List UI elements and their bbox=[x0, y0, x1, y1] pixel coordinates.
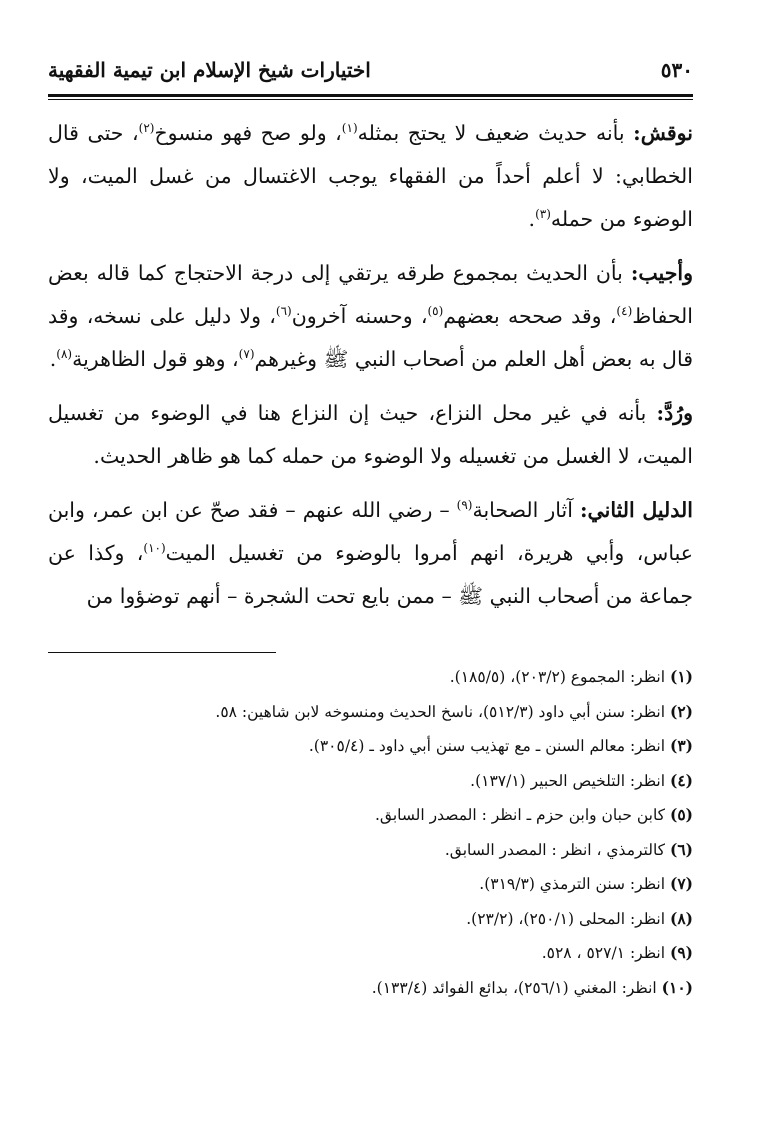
footnote-number: (٦) bbox=[669, 839, 693, 859]
text-run: بأنه حديث ضعيف لا يحتج بمثله bbox=[357, 121, 634, 145]
text-run: ، حتى قال الخطابي: لا أعلم أحداً من الفقهاء يوجب الاغتسال من غسل الميت، ولا الوضوء من حمله bbox=[48, 121, 693, 231]
page-header bbox=[48, 58, 693, 88]
footnote-marker: (٣) bbox=[535, 207, 551, 222]
paragraph-lead: ورُدَّ: bbox=[656, 401, 693, 425]
footnote-marker: (٥) bbox=[427, 304, 444, 319]
footnote-text: كابن حبان وابن حزم ـ انظر : المصدر السابق. bbox=[374, 806, 670, 824]
page-number: ٥٣٠ bbox=[660, 58, 693, 82]
footnote-marker: (١٠) bbox=[143, 541, 166, 556]
paragraph bbox=[48, 112, 693, 241]
footnote-marker: (١) bbox=[341, 121, 358, 136]
footnote-text: انظر: المجموع (٢٠٣/٢)، (١٨٥/٥). bbox=[449, 668, 670, 686]
footnote-number: (٣) bbox=[669, 736, 693, 755]
footnote bbox=[48, 867, 693, 902]
paragraph bbox=[48, 252, 693, 381]
paragraph-lead: نوقش: bbox=[633, 121, 693, 145]
footnote-text: انظر: التلخيص الحبير (١٣٧/١). bbox=[470, 771, 670, 790]
footnote-marker: (٦) bbox=[275, 304, 292, 319]
paragraph bbox=[48, 489, 693, 618]
footnote-number: (٤) bbox=[669, 770, 693, 790]
footnote-text: انظر: معالم السنن ـ مع تهذيب سنن أبي داود ـ (٣٠٥/٤). bbox=[308, 737, 670, 755]
footnote bbox=[48, 764, 693, 799]
text-run: ، ولو صح فهو منسوخ bbox=[154, 121, 342, 145]
footnotes bbox=[48, 660, 693, 1005]
text-run: آثار الصحابة bbox=[472, 498, 580, 522]
footnote-marker: (٩) bbox=[456, 498, 473, 513]
text-run: بأنه في غير محل النزاع، حيث إن النزاع هنا في الوضوء من تغسيل الميت، لا الغسل من تغسيله ولا الوضوء من حمله كما هو ظاهر الحديث. bbox=[48, 401, 693, 468]
footnote-number: (٥) bbox=[669, 805, 693, 824]
footnote-text: انظر: المغني (٢٥٦/١)، بدائع الفوائد (١٣٣/٤). bbox=[371, 978, 662, 997]
text-run: بأن الحديث بمجموع طرقه يرتقي إلى درجة الاحتجاج كما قاله بعض الحفاظ bbox=[48, 261, 693, 328]
paragraph bbox=[48, 392, 693, 478]
footnote-marker: (٧) bbox=[238, 347, 255, 362]
header-rule bbox=[48, 94, 693, 97]
footnote-number: (١٠) bbox=[661, 977, 693, 997]
footnote-text: انظر: سنن أبي داود (٥١٢/٣)، ناسخ الحديث ومنسوخه لابن شاهين: ٥٨. bbox=[215, 702, 670, 721]
footnote bbox=[48, 798, 693, 833]
footnote bbox=[48, 833, 693, 868]
text-run: – رضي الله عنهم – فقد صحّ عن ابن عمر، وابن عباس، وأبي هريرة، انهم أمروا بالوضوء من تغسيل الميت bbox=[48, 498, 693, 565]
text-run: ، وقد صححه بعضهم bbox=[443, 304, 617, 328]
footnote-number: (٢) bbox=[669, 701, 693, 721]
footnote bbox=[48, 936, 693, 971]
footnote-number: (٩) bbox=[669, 943, 693, 962]
footnote bbox=[48, 902, 693, 937]
footnote-marker: (٤) bbox=[616, 304, 633, 319]
footnote bbox=[48, 660, 693, 695]
paragraph-lead: الدليل الثاني: bbox=[579, 498, 693, 522]
text-run: ، وحسنه آخرون bbox=[291, 304, 428, 328]
footnote-marker: (٨) bbox=[56, 347, 73, 362]
footnote-text: انظر: ٥٢٧/١ ، ٥٢٨. bbox=[541, 944, 670, 962]
footnote-number: (٧) bbox=[669, 874, 693, 893]
footnote bbox=[48, 971, 693, 1006]
text-run: ، وهو قول الظاهرية bbox=[72, 347, 239, 371]
footnote-number: (٨) bbox=[669, 908, 693, 928]
footnote-number: (١) bbox=[669, 667, 693, 686]
text-run: . bbox=[528, 207, 536, 231]
footnote-marker: (٢) bbox=[138, 121, 155, 136]
paragraph-lead: وأجيب: bbox=[630, 261, 693, 285]
footnote-text: كالترمذي ، انظر : المصدر السابق. bbox=[444, 840, 670, 859]
footnote-text: انظر: المحلى (٢٥٠/١)، (٢٣/٢). bbox=[466, 909, 670, 928]
text-run: ، وكذا عن جماعة من أصحاب النبي ﷺ – ممن بايع تحت الشجرة – أنهم توضؤوا من bbox=[48, 541, 693, 608]
footnote bbox=[48, 729, 693, 764]
main-text bbox=[48, 112, 693, 629]
footnote bbox=[48, 695, 693, 730]
header-rule-thin bbox=[48, 99, 693, 100]
footnote-text: انظر: سنن الترمذي (٣١٩/٣). bbox=[479, 875, 670, 893]
text-run: . bbox=[49, 347, 57, 371]
running-title: اختيارات شيخ الإسلام ابن تيمية الفقهية bbox=[48, 58, 371, 82]
text-run: ، ولا دليل على نسخه، وقد قال به بعض أهل العلم من أصحاب النبي ﷺ وغيرهم bbox=[48, 304, 693, 371]
footnote-separator bbox=[48, 652, 276, 653]
book-page bbox=[48, 0, 693, 1124]
